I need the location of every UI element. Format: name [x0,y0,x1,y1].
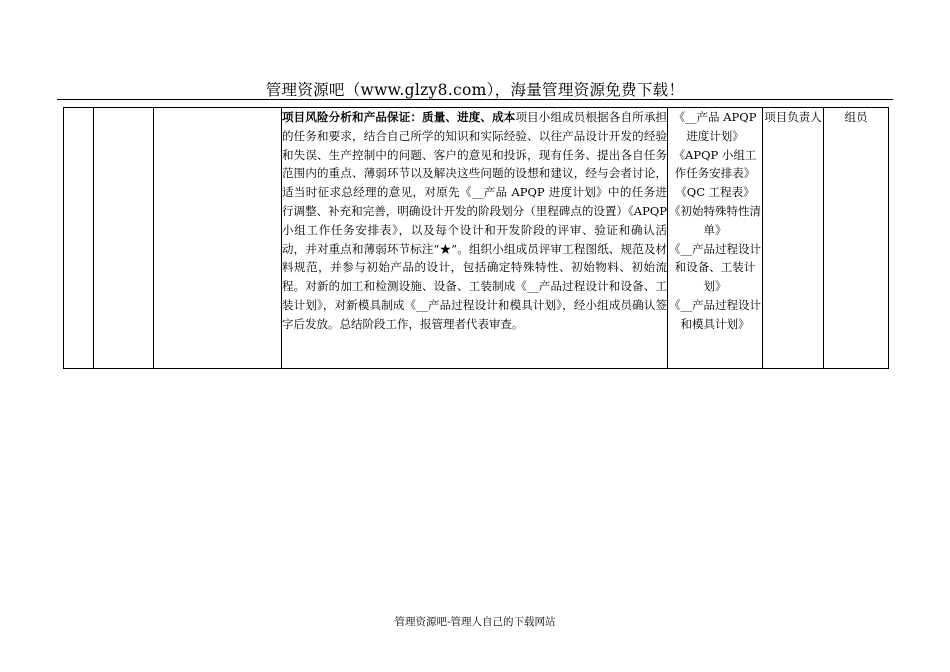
document-item: 《__产品过程设计和模具计划》 [669,297,761,331]
document-item: 《QC 工程表》 [675,185,755,200]
description-heading: 项目风险分析和产品保证：质量、进度、成本 [282,110,516,124]
process-table [63,107,889,369]
cell-description [282,108,668,369]
cell-participants: 组员 [824,108,889,369]
page-header-title: 管理资源吧（www.glzy8.com），海量管理资源免费下载！ [265,81,685,99]
table-row [64,108,889,369]
cell-col3 [154,108,282,369]
document-item: 《APQP 小组工作任务安排表》 [673,147,757,181]
document-item: 《__产品 APQP 进度计划》 [673,110,757,143]
cell-responsible: 项目负责人 [763,108,824,369]
cell-col1 [64,108,94,369]
document-item: 《初始特殊特性清单》 [669,203,761,237]
description-body: 项目小组成员根据各自所承担的任务和要求，结合自己所学的知识和实际经验、以往产品设计开发的经验和失误、生产控制中的问题、客户的意见和投诉，现有任务、提出各自任务范围内的重点、薄弱环节以及解决这些问题的设想和建议，经与会者讨论，适当时征求总经理的意见，对原先《__产品 APQP 进度计划》中的任务进行调整、补充和完善，明确设计开发的阶段划分（里程碑点的设置）《APQP 小组工作任务安排表》，以及每个设计和开发阶段的评审、验证和确认活动，并对重点和薄弱环节标注“★”。组织小组成员评审工程图纸、规范及材料规范，并参与初始产品的设计，包括确定特殊特性、初始物料、初始流程。对新的加工和检测设施、设备、工装制成《__产品过程设计和设备、工装计划》，对新模具制成《__产品过程设计和模具计划》，经小组成员确认签字后发放。总结阶段工作，报管理者代表审查。 [282,110,667,331]
cell-col2 [94,108,154,369]
page-footer: 管理资源吧-管理人自己的下载网站 [394,616,556,628]
header-divider [57,99,893,100]
document-item: 《__产品过程设计和设备、工装计划》 [669,241,761,294]
cell-documents [668,108,763,369]
